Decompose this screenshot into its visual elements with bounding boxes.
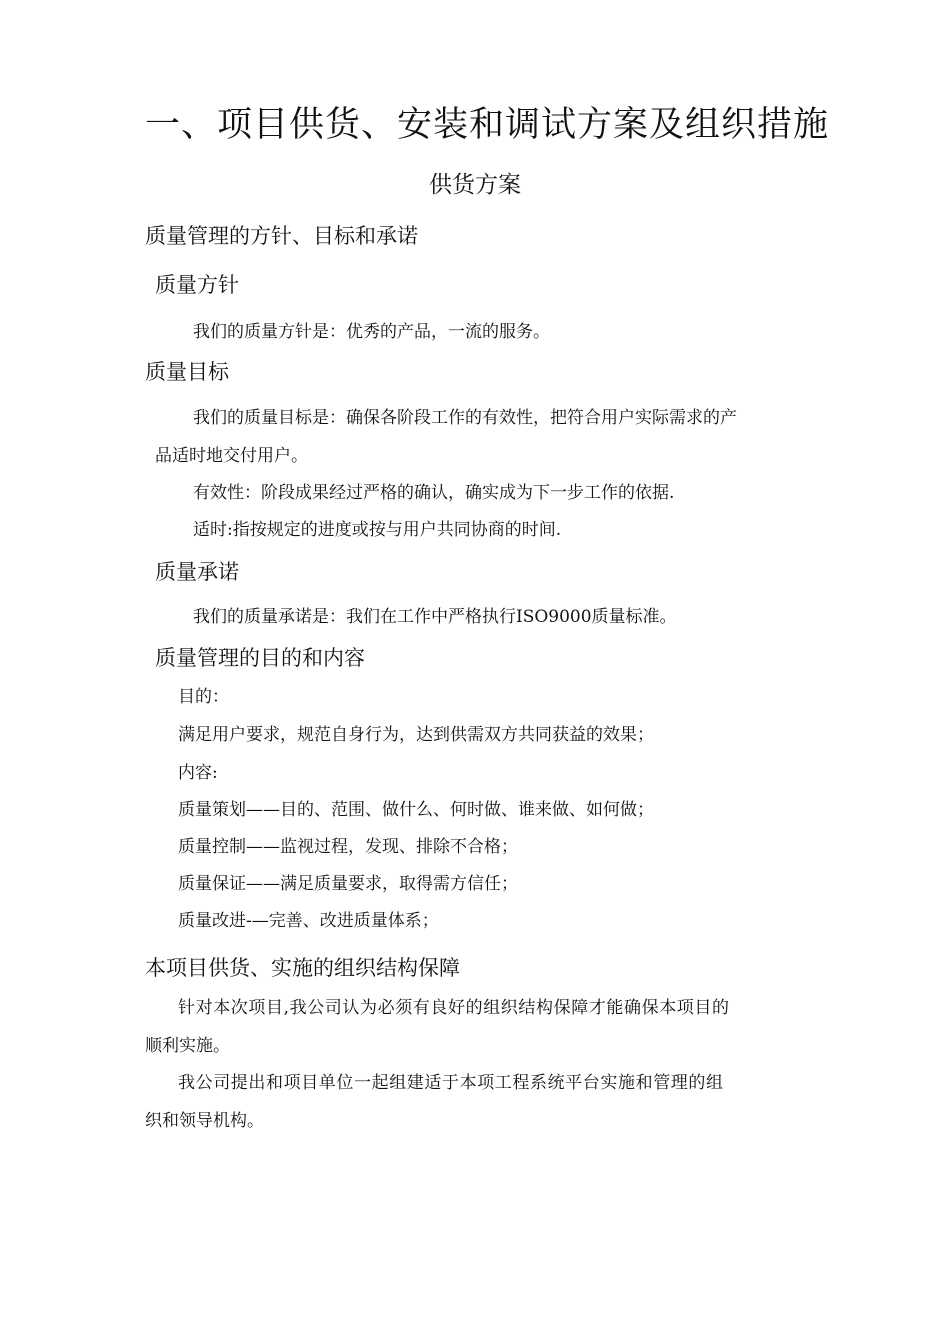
quality-goal-text-line1: 我们的质量目标是：确保各阶段工作的有效性，把符合用户实际需求的产 [193,408,737,428]
purpose-text: 满足用户要求，规范自身行为，达到供需双方共同获益的效果； [178,725,654,745]
content-item-improvement: 质量改进-—完善、改进质量体系； [178,911,439,931]
content-item-planning: 质量策划——目的、范围、做什么、何时做、谁来做、如何做； [178,800,654,820]
quality-goal-timely: 适时:指按规定的进度或按与用户共同协商的时间. [193,520,562,540]
org-para2-line2: 织和领导机构。 [145,1111,264,1131]
org-para2-line1: 我公司提出和项目单位一起组建适于本项工程系统平台实施和管理的组 [178,1073,724,1093]
section-heading-org: 本项目供货、实施的组织结构保障 [145,956,460,980]
content-label: 内容: [178,763,218,783]
org-para1-line1: 针对本次项目,我公司认为必须有良好的组织结构保障才能确保本项目的 [178,998,730,1018]
content-item-assurance: 质量保证——满足质量要求，取得需方信任； [178,874,518,894]
subheading-quality-goal: 质量目标 [145,360,229,384]
purpose-label: 目的： [178,687,229,707]
subheading-quality-purpose: 质量管理的目的和内容 [155,646,365,670]
quality-policy-text: 我们的质量方针是：优秀的产品，一流的服务。 [193,322,550,342]
content-item-control: 质量控制——监视过程，发现、排除不合格； [178,837,518,857]
document-subtitle: 供货方案 [429,172,521,198]
subheading-quality-policy: 质量方针 [155,273,239,297]
subheading-quality-commitment: 质量承诺 [155,560,239,584]
org-para1-line2: 顺利实施。 [145,1036,230,1056]
quality-commitment-text: 我们的质量承诺是：我们在工作中严格执行ISO9000质量标准。 [193,607,677,627]
section-heading-quality: 质量管理的方针、目标和承诺 [145,224,418,248]
quality-goal-effectiveness: 有效性：阶段成果经过严格的确认，确实成为下一步工作的依据. [193,483,675,503]
document-title: 一、项目供货、安装和调试方案及组织措施 [145,105,830,145]
quality-goal-text-line2: 品适时地交付用户。 [155,446,308,466]
